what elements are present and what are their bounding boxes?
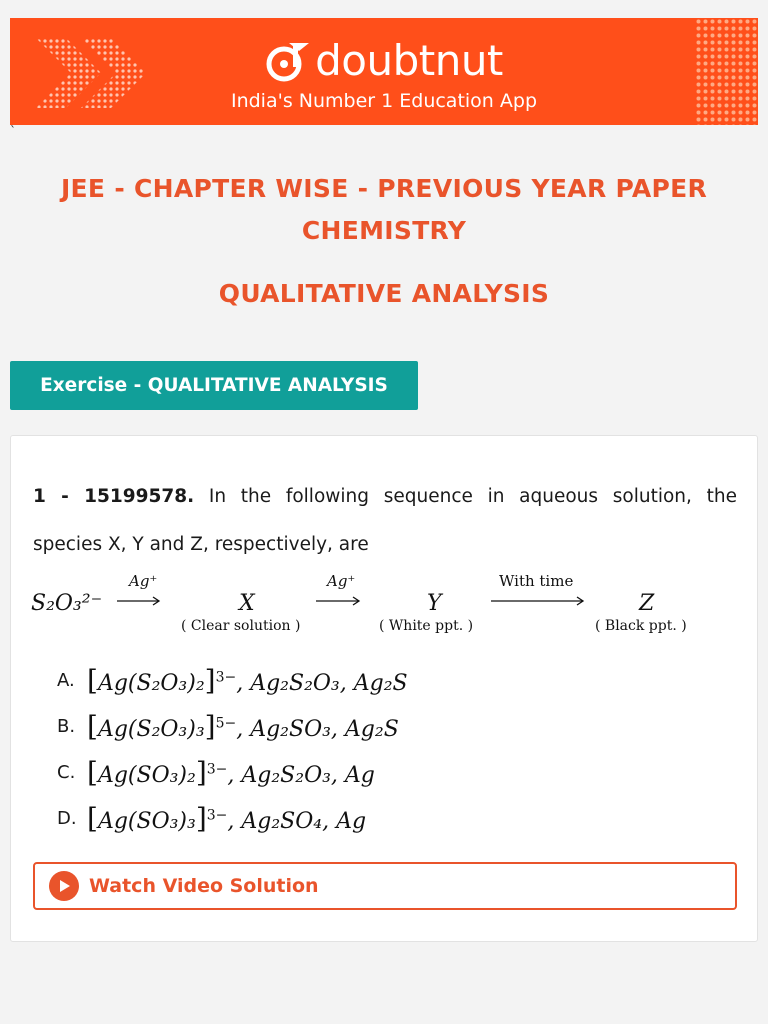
condition-3: With time [499,572,574,590]
option-letter: C. [57,762,76,783]
product-z: Z [639,591,655,616]
stray-tick-mark: ` [10,124,16,138]
question-card [10,435,758,942]
watch-video-label: Watch Video Solution [89,875,319,897]
question-number: 1 - 15199578. [33,486,195,507]
option-d[interactable] [57,802,366,835]
option-a[interactable] [57,664,408,697]
option-letter: B. [57,716,76,737]
reaction-sequence [31,568,711,638]
page-title-line2: CHEMISTRY [301,216,467,245]
question-text-line1 [33,486,737,507]
question-text-line2: species X, Y and Z, respectively, are [33,534,369,555]
option-formula: $[Ag(SO_3)_3]^{3-}$, Ag₂SO₄, Ag [87,802,367,835]
reactant: S₂O₃²⁻ [31,591,103,616]
product-x: X [239,591,255,616]
option-c[interactable] [57,756,375,789]
brand-tagline: India's Number 1 Education App [230,90,538,112]
watch-video-button[interactable] [33,862,737,910]
option-b[interactable] [57,710,399,743]
brand-name: doubtnut [315,36,503,85]
product-y-note: ( White ppt. ) [379,618,474,634]
product-z-note: ( Black ppt. ) [595,618,687,634]
question-text: In the following sequence in aqueous solution, the [208,486,737,507]
option-letter: A. [57,670,75,691]
play-icon [49,871,79,901]
reagent-1: Ag⁺ [129,572,158,590]
doubtnut-logo-icon [265,39,309,83]
topic-title: QUALITATIVE ANALYSIS [218,279,550,308]
brand-logo [10,38,758,84]
exercise-label: Exercise - QUALITATIVE ANALYSIS [10,361,418,410]
brand-banner [10,18,758,125]
reagent-2: Ag⁺ [327,572,356,590]
option-formula: $[Ag(S_2O_3)_2]^{3-}$, Ag₂S₂O₃, Ag₂S [87,664,408,697]
page-title-line1: JEE - CHAPTER WISE - PREVIOUS YEAR PAPER [60,174,708,203]
option-formula: $[Ag(SO_3)_2]^{3-}$, Ag₂S₂O₃, Ag [87,756,375,789]
product-x-note: ( Clear solution ) [181,618,301,634]
option-formula: $[Ag(S_2O_3)_3]^{5-}$, Ag₂SO₃, Ag₂S [87,710,399,743]
product-y: Y [427,591,442,616]
option-letter: D. [57,808,77,829]
